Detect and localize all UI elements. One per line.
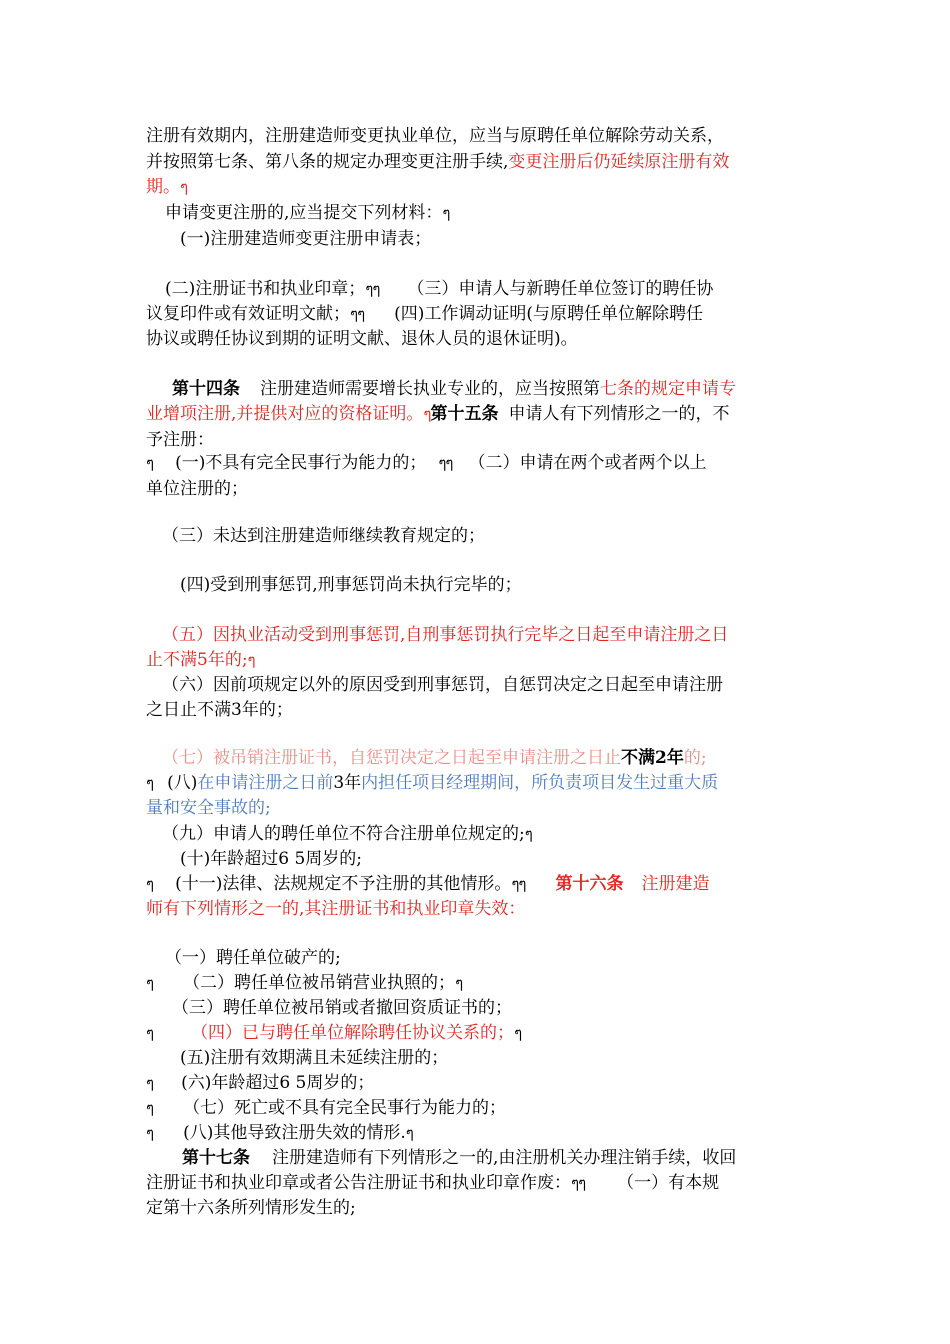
paragraph-mark: ๆ — [180, 178, 188, 196]
text: (六)年龄超过6 5周岁的； — [181, 1073, 375, 1093]
paragraph-mark: ๆ — [365, 280, 373, 298]
paragraph-mark: ๆ — [511, 875, 519, 893]
text: （二）聘任单位被吊销营业执照的； — [183, 973, 456, 993]
text: 注册有效期内，注册建造师变更执业单位，应当与原聘任单位解除劳动关系， — [146, 126, 724, 146]
text: (一)注册建造师变更注册申请表； — [180, 229, 432, 249]
paragraph-mark: ๆ — [571, 1174, 579, 1192]
text-line — [162, 524, 826, 548]
text-line — [172, 996, 836, 1020]
text: （三）聘任单位被吊销或者撤回资质证书的； — [172, 998, 512, 1018]
text-line — [146, 648, 810, 672]
text: (八)其他导致注册失效的情形. — [183, 1123, 406, 1143]
highlight-text: 量和安全事故的; — [146, 798, 271, 818]
text-line — [180, 573, 844, 597]
text-line — [180, 1046, 844, 1070]
paragraph-mark: ๆ — [445, 454, 453, 472]
paragraph-mark: ๆ — [350, 305, 358, 323]
text-line — [146, 698, 810, 722]
text: 注册证书和执业印章或者公告注册证书和执业印章作废： — [146, 1173, 571, 1193]
text: 议复印件或有效证明文献； — [146, 304, 350, 324]
text: 申请人有下列情形之一的，不 — [508, 404, 730, 424]
text-line — [162, 746, 826, 770]
text-line — [180, 847, 844, 871]
text: 并按照第七条、第八条的规定办理变更注册手续, — [146, 152, 509, 172]
text: （七）死亡或不具有完全民事行为能力的； — [183, 1098, 507, 1118]
text-line — [146, 1121, 810, 1145]
text: (十一)法律、法规规定不予注册的其他情形。 — [175, 874, 512, 894]
text-line — [146, 402, 810, 426]
text: (四)工作调动证明(与原聘任单位解除聘任 — [394, 304, 704, 324]
text: 予注册： — [146, 430, 214, 450]
paragraph-mark: ๆ — [524, 825, 532, 843]
text-line — [165, 946, 829, 970]
text: (五)注册有效期满且未延续注册的； — [180, 1048, 449, 1068]
emphasis-text: 不满2年 — [621, 748, 684, 768]
text: (四)受到刑事惩罚,刑事惩罚尚未执行完毕的； — [180, 575, 522, 595]
text-line — [146, 1071, 810, 1095]
text-line — [146, 897, 810, 921]
paragraph-mark: ๆ — [438, 454, 446, 472]
text: （一）有本规 — [617, 1173, 720, 1193]
text-line — [146, 872, 810, 896]
text-line — [162, 673, 826, 697]
text: （一）聘任单位破产的; — [165, 948, 341, 968]
text-line — [146, 971, 810, 995]
text-line — [172, 377, 836, 401]
article-heading: 第十四条 — [172, 379, 240, 399]
text: (一)不具有完全民事行为能力的； — [175, 453, 427, 473]
text: 之日止不满3年的； — [146, 700, 293, 720]
text: 协议或聘任协议到期的证明文献、退休人员的退休证明)。 — [146, 329, 578, 349]
text-line — [146, 302, 810, 326]
text: （三）申请人与新聘任单位签订的聘任协 — [407, 279, 714, 299]
text-line — [146, 1096, 810, 1120]
text: 单位注册的； — [146, 479, 248, 499]
text-line — [165, 277, 829, 301]
text-line — [146, 451, 810, 475]
highlight-text: 师有下列情形之一的,其注册证书和执业印章失效： — [146, 899, 526, 919]
text-line — [146, 175, 810, 199]
highlight-text: 内担任项目经理期间，所负责项目发生过重大质 — [361, 773, 719, 793]
text-line — [146, 428, 810, 452]
paragraph-mark: ๆ — [405, 1124, 413, 1142]
text: 3年 — [333, 773, 362, 793]
paragraph-mark: ๆ — [247, 651, 255, 669]
text: （三）未达到注册建造师继续教育规定的； — [162, 526, 485, 546]
highlight-text: 业增项注册,并提供对应的资格证明。 — [146, 404, 424, 424]
paragraph-mark: ๆ — [372, 280, 380, 298]
highlight-text: 七条的规定申请专 — [600, 379, 736, 399]
article-heading: 第十五条 — [430, 404, 499, 424]
highlight-text: 变更注册后仍延续原注册有效 — [508, 152, 730, 172]
highlight-text: 止不满5年的; — [146, 650, 248, 670]
text: 定第十六条所列情形发生的; — [146, 1198, 356, 1218]
highlight-text: （七）被吊销注册证书，自惩罚决定之日起至申请注册之日止 — [162, 748, 621, 768]
paragraph-mark: ๆ — [455, 974, 463, 992]
highlight-text: （五）因执业活动受到刑事惩罚,自刑事惩罚执行完毕之日起至申请注册之日 — [162, 625, 729, 645]
paragraph-mark: ๆ — [146, 875, 154, 893]
highlight-text: （四）已与聘任单位解除聘任协议关系的； — [191, 1023, 515, 1043]
paragraph-mark: ๆ — [423, 405, 431, 423]
paragraph-mark: ๆ — [146, 1124, 154, 1142]
article-heading: 第十六条 — [555, 874, 624, 894]
highlight-text: 注册建造 — [641, 874, 710, 894]
text-line — [146, 796, 810, 820]
text-line — [146, 150, 810, 174]
paragraph-mark: ๆ — [518, 875, 526, 893]
text-line — [180, 227, 844, 251]
paragraph-mark: ๆ — [146, 1024, 154, 1042]
text-line — [146, 124, 810, 148]
paragraph-mark: ๆ — [442, 204, 450, 222]
paragraph-mark: ๆ — [146, 1099, 154, 1117]
text: 注册建造师有下列情形之一的,由注册机关办理注销手续，收回 — [272, 1148, 737, 1168]
paragraph-mark: ๆ — [146, 454, 154, 472]
paragraph-mark: ๆ — [357, 305, 365, 323]
article-heading: 第十七条 — [182, 1148, 250, 1168]
highlight-text: 在申请注册之日前 — [197, 773, 334, 793]
text: 注册建造师需要增长执业专业的，应当按照第 — [260, 379, 600, 399]
text: (二)注册证书和执业印章； — [165, 279, 366, 299]
paragraph-mark: ๆ — [578, 1174, 586, 1192]
paragraph-mark: ๆ — [146, 974, 154, 992]
text-line — [146, 1196, 810, 1220]
paragraph-mark: ๆ — [146, 774, 154, 792]
text: （九）申请人的聘任单位不符合注册单位规定的; — [162, 824, 525, 844]
text-line — [146, 771, 810, 795]
text: （二）申请在两个或者两个以上 — [468, 453, 707, 473]
text: (十)年龄超过6 5周岁的; — [180, 849, 363, 869]
paragraph-mark: ๆ — [514, 1024, 522, 1042]
highlight-text: 期。 — [146, 177, 180, 197]
text-line — [146, 477, 810, 501]
text-line — [146, 1021, 810, 1045]
text-line — [162, 822, 826, 846]
text: （六）因前项规定以外的原因受到刑事惩罚，自惩罚决定之日起至申请注册 — [162, 675, 723, 695]
highlight-text: 的; — [683, 748, 707, 768]
text-line — [165, 201, 829, 225]
text-line — [162, 623, 826, 647]
text-line — [182, 1146, 846, 1170]
text-line — [146, 1171, 810, 1195]
text: 申请变更注册的,应当提交下列材料： — [165, 203, 443, 223]
paragraph-mark: ๆ — [146, 1074, 154, 1092]
text: (八) — [167, 773, 198, 793]
text-line — [146, 327, 810, 351]
